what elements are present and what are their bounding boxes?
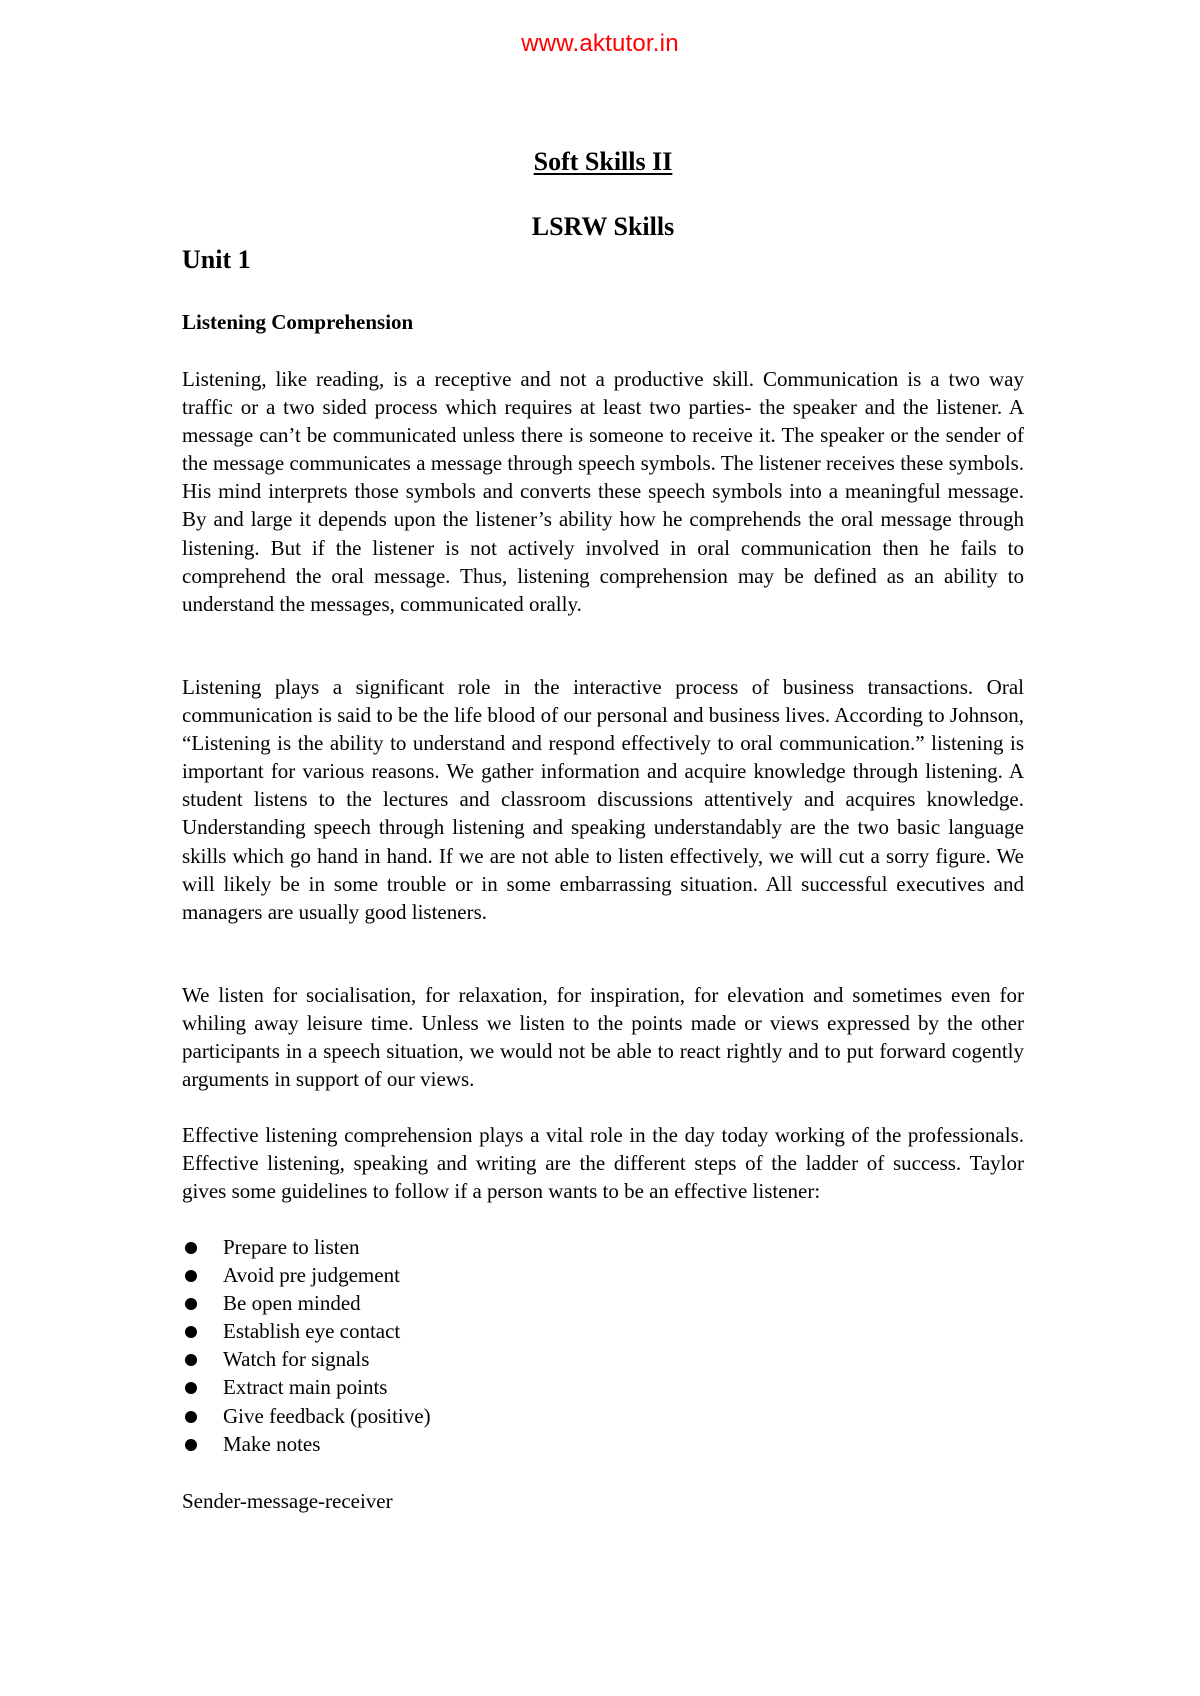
list-item xyxy=(182,1289,431,1317)
bullet-icon xyxy=(185,1411,197,1423)
watermark-url[interactable]: www.aktutor.in xyxy=(521,30,679,57)
list-item-text: Avoid pre judgement xyxy=(223,1263,400,1288)
list-item xyxy=(182,1402,431,1430)
unit-heading: Unit 1 xyxy=(182,245,251,274)
closing-line: Sender-message-receiver xyxy=(182,1489,393,1513)
list-item xyxy=(182,1430,431,1458)
bullet-icon xyxy=(185,1242,197,1254)
paragraph-3: We listen for socialisation, for relaxation, for inspiration, for elevation and sometimes even for whiling away leisure time. Unless we listen to the points made or views expressed by the other participants in a speech situation, we would not be able to react rightly and to put forward cogently arguments in support of our views. xyxy=(182,983,1024,1092)
document-subtitle: LSRW Skills xyxy=(531,212,675,241)
list-item-text: Extract main points xyxy=(223,1375,388,1400)
paragraph-4: Effective listening comprehension plays a vital role in the day today working of the professionals. Effective listening, speaking and writing are the different steps of the ladder of success. Taylor gives some guidelines to follow if a person wants to be an effective listener: xyxy=(182,1123,1024,1204)
list-item-text: Be open minded xyxy=(223,1291,361,1316)
list-item xyxy=(182,1317,431,1345)
bullet-icon xyxy=(185,1326,197,1338)
list-item xyxy=(182,1233,431,1261)
list-item xyxy=(182,1373,431,1401)
bullet-icon xyxy=(185,1382,197,1394)
bullet-icon xyxy=(185,1354,197,1366)
list-item-text: Establish eye contact xyxy=(223,1319,401,1344)
paragraph-1: Listening, like reading, is a receptive and not a productive skill. Communication is a two way traffic or a two sided process which requires at least two parties- the speaker and the listener. A message can’t be communicated unless there is someone to receive it. The speaker or the sender of the message communicates a message through speech symbols. The listener receives these symbols. His mind interprets those symbols and converts these speech symbols into a meaningful message. By and large it depends upon the listener’s ability how he comprehends the oral message through listening. But if the listener is not actively involved in oral communication then he fails to comprehend the oral message. Thus, listening comprehension may be defined as an ability to understand the messages, communicated orally. xyxy=(182,367,1024,616)
list-item-text: Prepare to listen xyxy=(223,1235,360,1259)
list-item-text: Give feedback (positive) xyxy=(223,1403,431,1428)
list-item xyxy=(182,1345,431,1373)
list-item xyxy=(182,1261,431,1289)
bullet-icon xyxy=(185,1439,197,1451)
paragraph-2: Listening plays a significant role in the interactive process of business transactions. Oral communication is said to be the life blood of our personal and business lives. According to Johnson, “Listening is the ability to understand and respond effectively to oral communication.” listening is important for various reasons. We gather information and acquire knowledge through listening. A student listens to the lectures and classroom discussions attentively and acquires knowledge. Understanding speech through listening and speaking understandably are the two basic language skills which go hand in hand. If we are not able to listen effectively, we will cut a sorry figure. We will likely be in some trouble or in some embarrassing situation. All successful executives and managers are usually good listeners. xyxy=(182,675,1024,924)
guidelines-list xyxy=(182,1233,431,1458)
section-heading: Listening Comprehension xyxy=(182,310,414,334)
list-item-text: Make notes xyxy=(223,1431,321,1456)
bullet-icon xyxy=(185,1298,197,1310)
list-item-text: Watch for signals xyxy=(223,1347,370,1372)
document-title: Soft Skills II xyxy=(533,147,673,176)
bullet-icon xyxy=(185,1270,197,1282)
